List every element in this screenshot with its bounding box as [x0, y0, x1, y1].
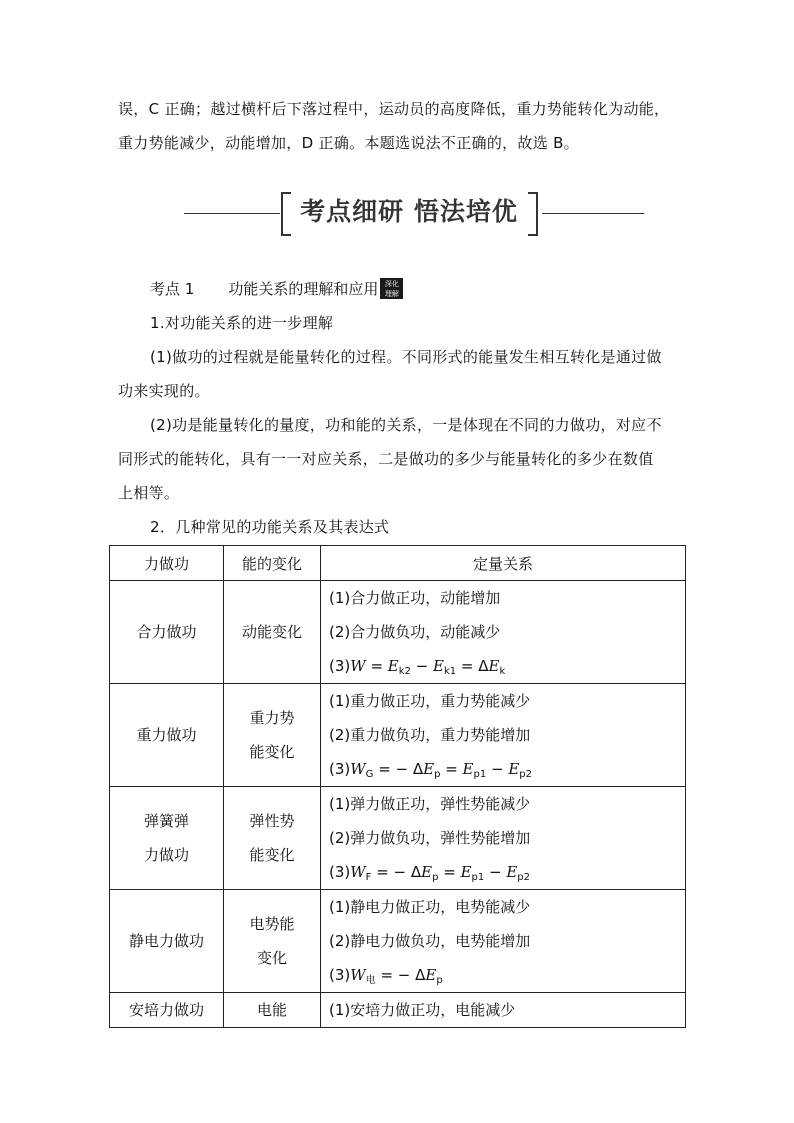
relation-cell [321, 581, 686, 684]
section1-p2-line3: 上相等。 [118, 484, 180, 502]
header-force-work: 力做功 [110, 546, 224, 581]
relation-formula: $(3)W_G$ = − $\Delta E_p = E_{p1} - E_{p2}$ [329, 760, 532, 780]
table-row [110, 890, 686, 993]
kaodian-number: 考点 1 [150, 280, 195, 298]
section1-p1-line1: (1)做功的过程就是能量转化的过程。不同形式的能量发生相互转化是通过做 [150, 348, 662, 366]
banner-bracket-right [528, 192, 538, 236]
intro-line-2: 重力势能减少，动能增加，D 正确。本题选说法不正确的，故选 B。 [118, 134, 579, 152]
intro-line-1: 误，C 正确；越过横杆后下落过程中，运动员的高度降低，重力势能转化为动能， [118, 100, 670, 118]
relation-cell [321, 993, 686, 1028]
section-banner [0, 190, 794, 238]
relation-line: (2)静电力做负功，电势能增加 [329, 932, 531, 950]
force-cell: 静电力做功 [110, 890, 224, 993]
table-row [110, 993, 686, 1028]
energy-cell: 动能变化 [224, 581, 321, 684]
banner-rule-right [542, 213, 644, 214]
force-cell: 弹簧弹 力做功 [110, 787, 224, 890]
force-cell: 重力做功 [110, 684, 224, 787]
banner-title: 考点细研 悟法培优 [300, 197, 518, 226]
deepen-understanding-badge-icon: 深化 理解 [380, 278, 403, 299]
table-header-row [110, 546, 686, 581]
relation-line: (1)弹力做正功，弹性势能减少 [329, 795, 531, 813]
section2-heading: 2．几种常见的功能关系及其表达式 [150, 518, 390, 536]
header-quantitative-relation: 定量关系 [321, 546, 686, 581]
relation-cell [321, 787, 686, 890]
relation-cell [321, 684, 686, 787]
table-row [110, 581, 686, 684]
section1-p1-line2: 功来实现的。 [118, 382, 210, 400]
relation-line: (2)弹力做负功，弹性势能增加 [329, 829, 531, 847]
energy-cell: 电势能 变化 [224, 890, 321, 993]
energy-cell: 电能 [224, 993, 321, 1028]
function-energy-table [109, 545, 686, 1028]
relation-line: (1)安培力做正功，电能减少 [329, 1001, 516, 1019]
kaodian-title: 功能关系的理解和应用 [228, 280, 379, 298]
section1-heading: 1.对功能关系的进一步理解 [150, 314, 334, 332]
header-energy-change: 能的变化 [224, 546, 321, 581]
relation-cell [321, 890, 686, 993]
table-row [110, 787, 686, 890]
force-cell: 合力做功 [110, 581, 224, 684]
relation-formula: $(3)W_电$ = − $\Delta E_p$ [329, 966, 443, 986]
banner-rule-left [184, 213, 280, 214]
relation-line: (1)静电力做正功，电势能减少 [329, 898, 531, 916]
kaodian-heading [150, 272, 403, 306]
table-row [110, 684, 686, 787]
force-cell: 安培力做功 [110, 993, 224, 1028]
relation-line: (2)合力做负功，动能减少 [329, 623, 501, 641]
section1-p2-line1: (2)功是能量转化的量度，功和能的关系，一是体现在不同的力做功，对应不 [150, 416, 662, 434]
relation-formula: $(3)W = E_{k2} - E_{k1} = \Delta E_k$ [329, 657, 506, 677]
relation-line: (2)重力做负功，重力势能增加 [329, 726, 531, 744]
relation-line: (1)重力做正功，重力势能减少 [329, 692, 531, 710]
energy-cell: 重力势 能变化 [224, 684, 321, 787]
relation-formula: $(3)W_F$ = − $\Delta E_p = E_{p1} - E_{p2}$ [329, 863, 531, 883]
banner-bracket-left [281, 192, 291, 236]
relation-line: (1)合力做正功，动能增加 [329, 589, 501, 607]
energy-cell: 弹性势 能变化 [224, 787, 321, 890]
section1-p2-line2: 同形式的能转化，具有一一对应关系，二是做功的多少与能量转化的多少在数值 [118, 450, 654, 468]
